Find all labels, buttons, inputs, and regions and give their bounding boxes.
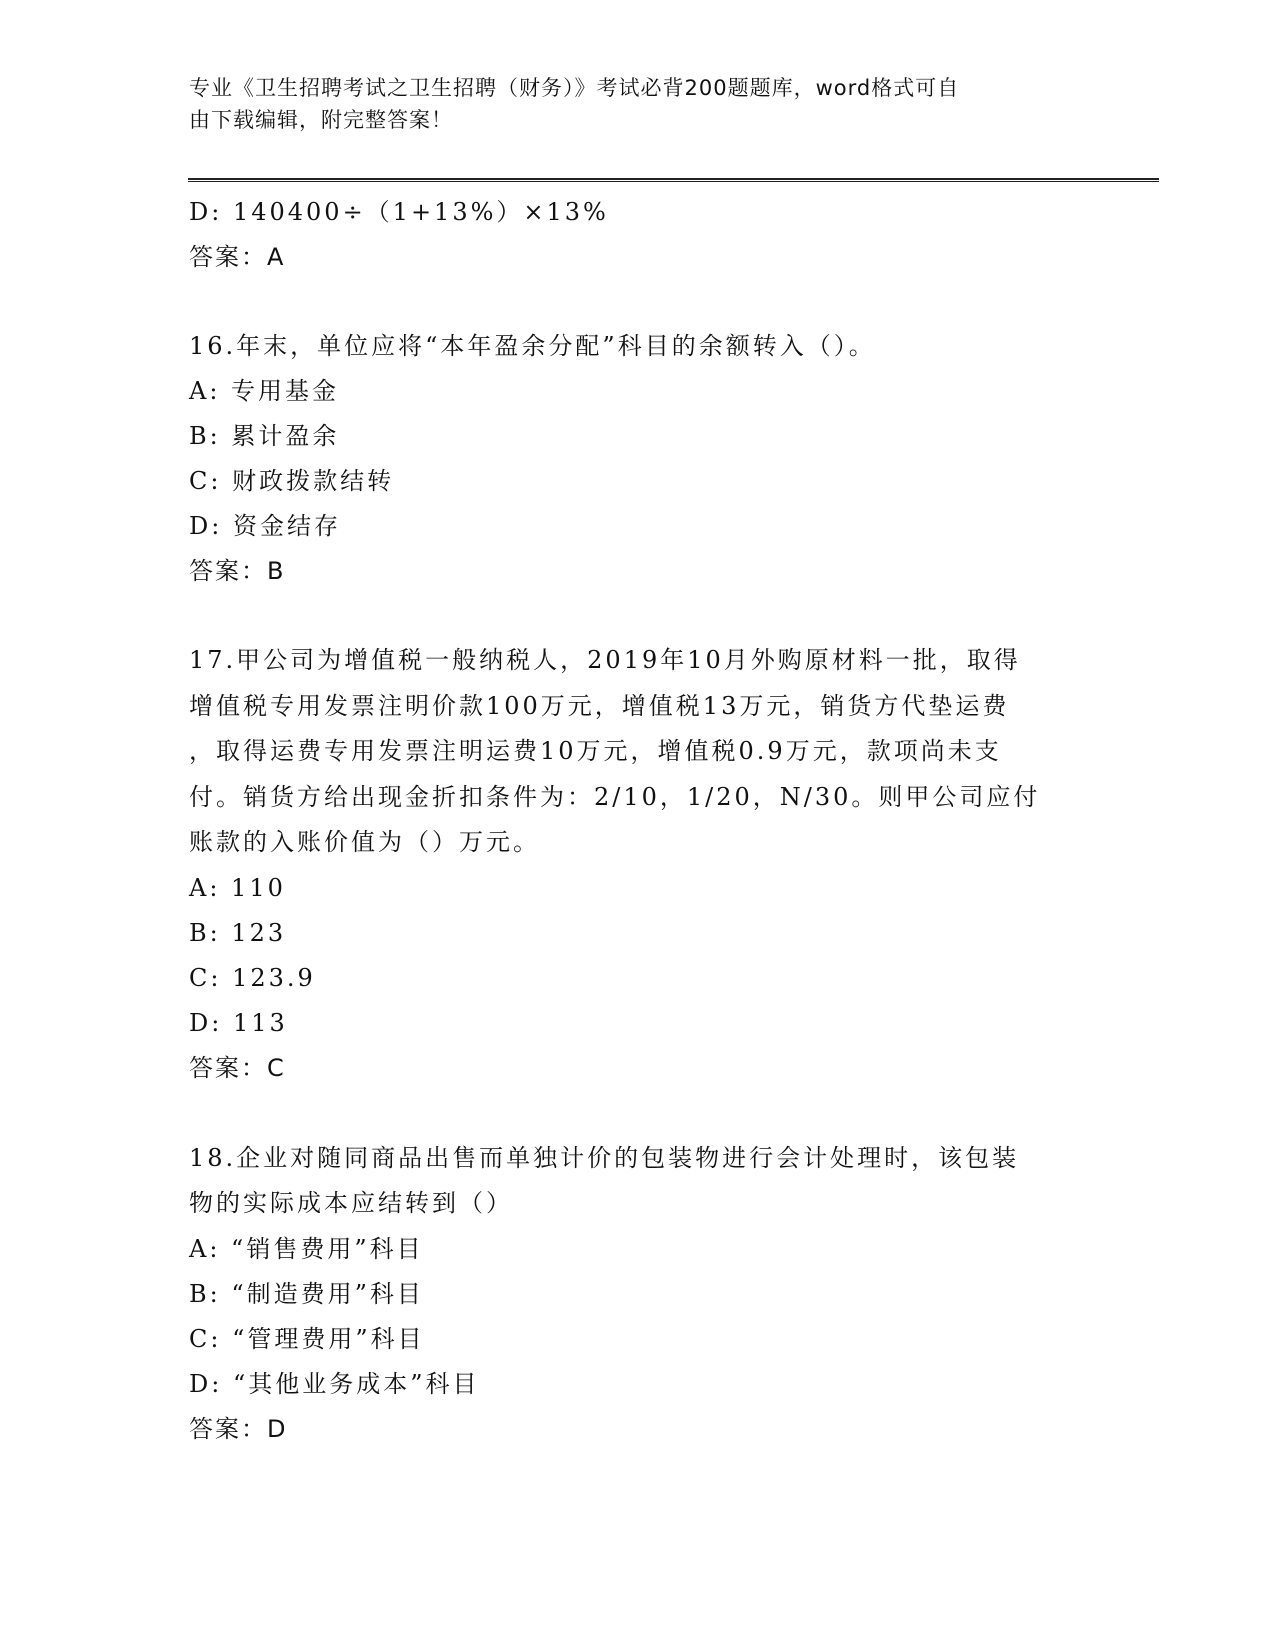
option-a: A: 专用基金 xyxy=(189,377,340,405)
spacer xyxy=(189,280,1089,324)
option-c: C: 123.9 xyxy=(189,963,316,992)
option-a: A: “销售费用”科目 xyxy=(189,1234,424,1263)
answer: 答案：B xyxy=(189,557,286,585)
spacer xyxy=(189,594,1089,638)
document-header xyxy=(189,72,1069,136)
option-a: A: 110 xyxy=(189,873,286,902)
question-16 xyxy=(189,324,1089,594)
option-d: D: 113 xyxy=(189,1008,288,1037)
question-body xyxy=(189,190,1089,1452)
spacer xyxy=(189,1091,1089,1136)
question-stem-line: 18.企业对随同商品出售而单独计价的包装物进行会计处理时，该包装 xyxy=(189,1143,1020,1172)
option-d: D: “其他业务成本”科目 xyxy=(189,1369,480,1398)
option-c: C: “管理费用”科目 xyxy=(189,1324,425,1353)
header-title-line-1: 专业《卫生招聘考试之卫生招聘（财务）》考试必背200题题库，word格式可自 xyxy=(189,76,960,100)
option-b: B: 123 xyxy=(189,918,287,947)
question-stem-line: 账款的入账价值为（）万元。 xyxy=(189,828,540,856)
question-17 xyxy=(189,638,1089,1091)
question-18 xyxy=(189,1136,1089,1452)
header-divider xyxy=(188,178,1159,182)
option-b: B: 累计盈余 xyxy=(189,422,340,450)
question-stem-line: 增值税专用发票注明价款100万元，增值税13万元，销货方代垫运费 xyxy=(189,691,1010,720)
answer: 答案：D xyxy=(189,1414,288,1443)
question-stem-line: 付。销货方给出现金折扣条件为：2/10，1/20，N/30。则甲公司应付 xyxy=(189,782,1041,811)
question-stem-line: 17.甲公司为增值税一般纳税人，2019年10月外购原材料一批，取得 xyxy=(189,646,1021,674)
option-c: C: 财政拨款结转 xyxy=(189,467,395,495)
header-title-line-2: 由下载编辑，附完整答案！ xyxy=(189,108,453,132)
prev-option-d: D: 140400÷（1+13%）×13% xyxy=(189,198,609,226)
question-stem: 16.年末，单位应将“本年盈余分配”科目的余额转入（）。 xyxy=(189,332,876,360)
question-stem-line: 物的实际成本应结转到（） xyxy=(189,1189,513,1217)
option-b: B: “制造费用”科目 xyxy=(189,1279,424,1308)
prev-answer: 答案：A xyxy=(189,243,286,271)
answer: 答案：C xyxy=(189,1053,286,1082)
option-d: D: 资金结存 xyxy=(189,512,341,540)
question-stem-line: ，取得运费专用发票注明运费10万元，增值税0.9万元，款项尚未支 xyxy=(189,737,1002,765)
